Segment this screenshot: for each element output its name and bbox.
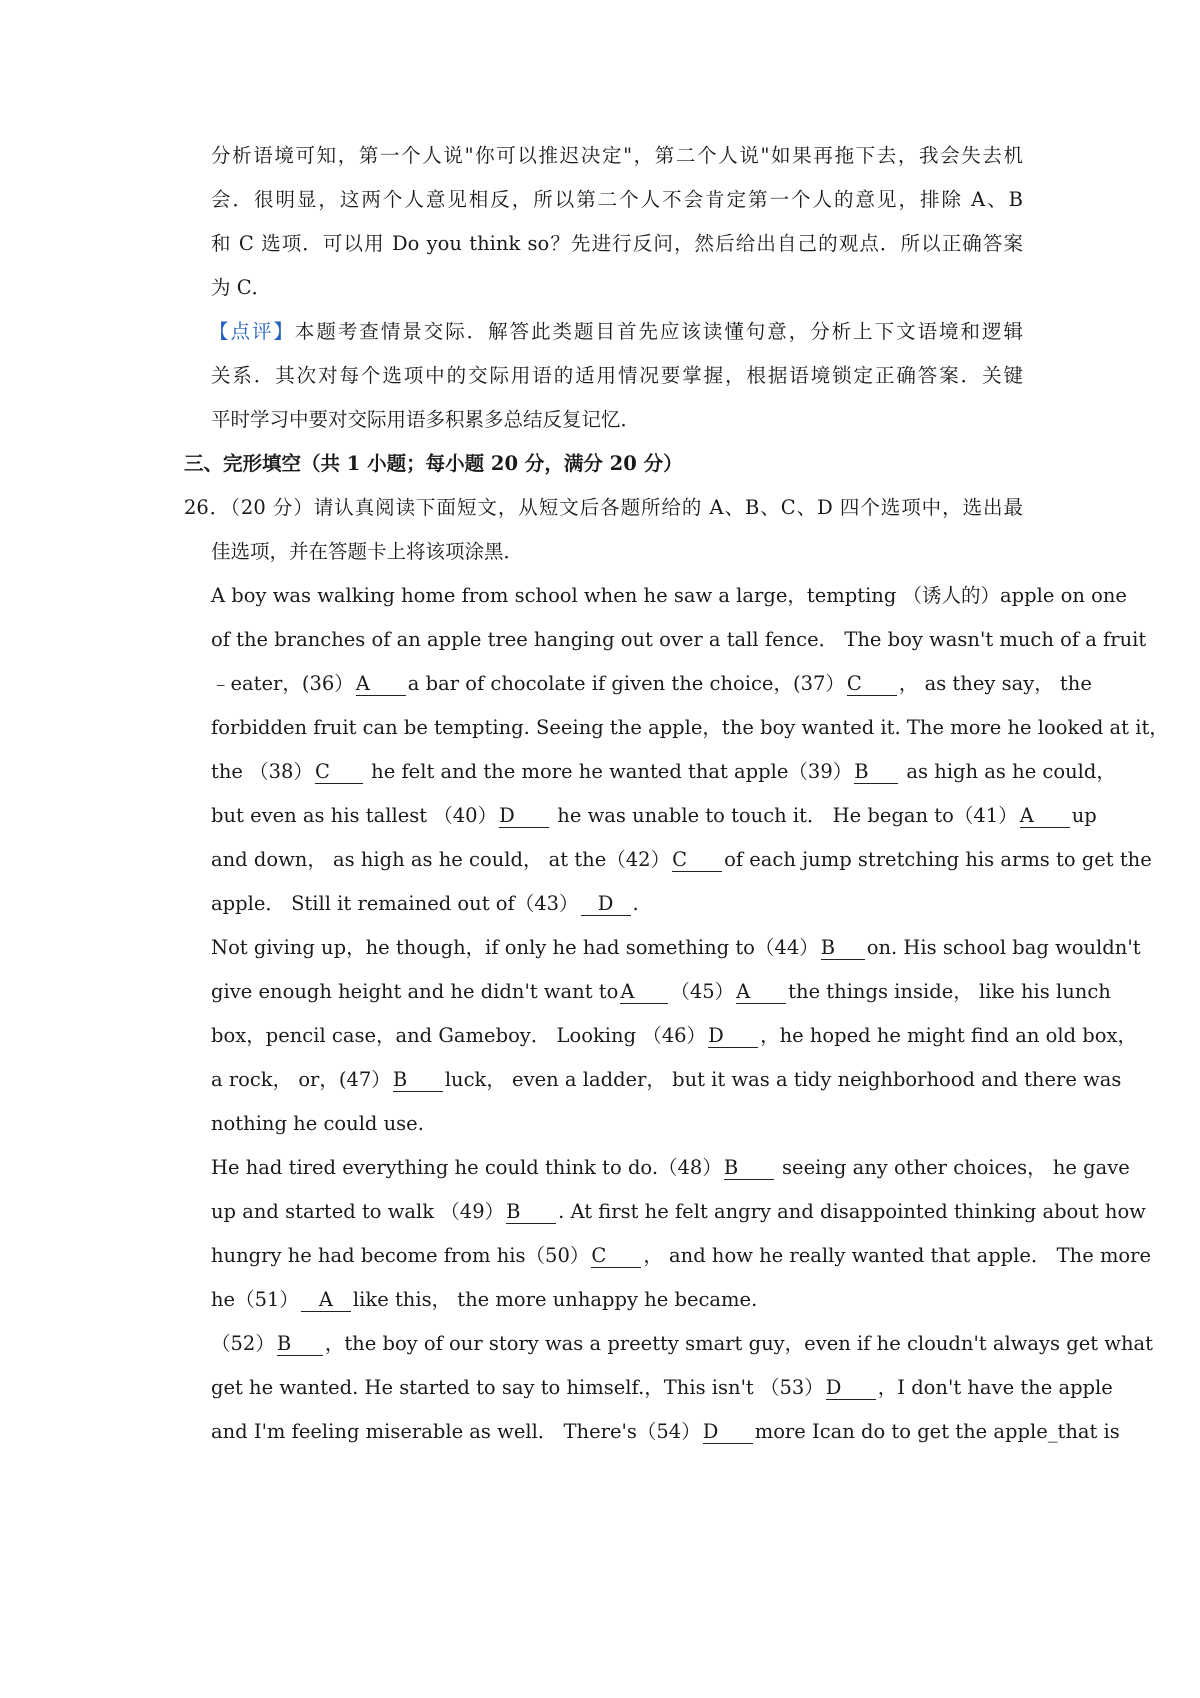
analysis-line-2: 会．很明显，这两个人意见相反，所以第二个人不会肯定第一个人的意见，排除 A、B (211, 188, 1023, 211)
text: ，I don't have the apple (877, 1376, 1113, 1399)
text: get he wanted. He started to say to himself.，This isn't （53） (211, 1376, 824, 1399)
passage-line-10 (211, 978, 1111, 1006)
comment-line-1 (209, 318, 1023, 346)
text: ﹣eater，(36） (211, 672, 354, 695)
text: on. His school bag wouldn't (866, 936, 1141, 959)
passage-line-4: forbidden fruit can be tempting. Seeing the apple，the boy wanted it. The more he looked at it， (211, 716, 1169, 739)
text: up and started to walk （49） (211, 1200, 505, 1223)
answer-blank-53: D (826, 1377, 876, 1400)
text: like this， the more unhappy he became. (352, 1288, 758, 1311)
text: He had tired everything he could think to do.（48） (211, 1156, 722, 1179)
text: . (632, 892, 639, 915)
text: more Ican do to get the apple_that is (754, 1420, 1120, 1443)
answer-blank-44: B (821, 937, 865, 960)
text: apple． Still it remained out of（43） (211, 892, 579, 915)
analysis-line-1: 分析语境可知，第一个人说"你可以推迟决定"，第二个人说"如果再拖下去，我会失去机 (211, 144, 1023, 167)
answer-blank-52: B (277, 1333, 323, 1356)
passage-line-13: nothing he could use. (211, 1112, 424, 1135)
question-line-2: 佳选项，并在答题卡上将该项涂黑． (211, 540, 524, 563)
answer-blank-43: D (581, 893, 631, 916)
passage-line-14 (211, 1154, 1130, 1182)
answer-blank-39: B (854, 761, 898, 784)
text: and down， as high as he could， at the（42） (211, 848, 671, 871)
text: a bar of chocolate if given the choice，(37） (407, 672, 845, 695)
section-heading: 三、完形填空（共 1 小题；每小题 20 分，满分 20 分） (184, 452, 683, 475)
passage-line-15 (211, 1198, 1146, 1226)
text: ，the boy of our story was a preetty smart guy，even if he cloudn't always get what (324, 1332, 1154, 1355)
answer-blank-45: A (736, 981, 786, 1004)
text: the things inside， like his lunch (788, 980, 1111, 1003)
passage-line-9 (211, 934, 1141, 962)
text: ， and how he really wanted that apple． The more (643, 1244, 1152, 1267)
answer-blank-50: C (591, 1245, 641, 1268)
passage-line-18 (211, 1330, 1154, 1358)
text: up (1071, 804, 1097, 827)
passage-line-12 (211, 1066, 1122, 1094)
passage-line-6 (211, 802, 1097, 830)
answer-blank-42: C (672, 849, 722, 872)
text: and I'm feeling miserable as well． There's（54） (211, 1420, 701, 1443)
passage-line-3 (211, 670, 1092, 698)
text: luck， even a ladder， but it was a tidy neighborhood and there was (444, 1068, 1122, 1091)
text: ，he hoped he might find an old box， (760, 1024, 1137, 1047)
text: as high as he could， (900, 760, 1116, 783)
answer-blank-41: A (1020, 805, 1070, 828)
text: give enough height and he didn't want to (211, 980, 619, 1003)
text: the （38） (211, 760, 313, 783)
text: but even as his tallest （40） (211, 804, 498, 827)
text: （45） (670, 980, 735, 1003)
text: he was unable to touch it． He began to（41） (551, 804, 1018, 827)
passage-line-17 (211, 1286, 1023, 1314)
passage-line-1: A boy was walking home from school when he saw a large，tempting （诱人的）apple on one (211, 584, 1127, 607)
passage-line-2: of the branches of an apple tree hanging out over a tall fence． The boy wasn't much of a fruit (211, 628, 1147, 651)
answer-blank-47: B (393, 1069, 443, 1092)
passage-line-19 (211, 1374, 1113, 1402)
text: Not giving up，he though，if only he had something to（44） (211, 936, 819, 959)
text: of each jump stretching his arms to get the (724, 848, 1152, 871)
text: box，pencil case，and Gameboy． Looking （46） (211, 1024, 707, 1047)
answer-blank-37: C (847, 673, 897, 696)
answer-blank-45-pre: A (620, 981, 668, 1004)
comment-text-1: 本题考查情景交际．解答此类题目首先应该读懂句意，分析上下文语境和逻辑 (294, 320, 1023, 343)
text: ， as they say， the (898, 672, 1092, 695)
comment-line-3: 平时学习中要对交际用语多积累多总结反复记忆． (211, 408, 641, 431)
answer-blank-49: B (506, 1201, 556, 1224)
question-line-1: 26．（20 分）请认真阅读下面短文，从短文后各题所给的 A、B、C、D 四个选项中，选出最 (184, 496, 1023, 519)
passage-line-7 (211, 846, 1152, 874)
passage-line-16 (211, 1242, 1152, 1270)
text: （52） (211, 1332, 275, 1355)
text: he（51） (211, 1288, 299, 1311)
comment-tag: 【点评】 (209, 320, 295, 343)
analysis-line-3: 和 C 选项．可以用 Do you think so？先进行反问，然后给出自己的观点．所以正确答案 (211, 232, 1023, 255)
text: seeing any other choices， he gave (775, 1156, 1130, 1179)
answer-blank-51: A (301, 1289, 351, 1312)
passage-line-5 (211, 758, 1116, 786)
passage-line-8 (211, 890, 1023, 918)
answer-blank-36: A (356, 673, 406, 696)
answer-blank-38: C (315, 761, 363, 784)
answer-blank-46: D (708, 1025, 758, 1048)
text: . At first he felt angry and disappointed thinking about how (558, 1200, 1146, 1223)
answer-blank-40: D (499, 805, 549, 828)
answer-blank-54: D (703, 1421, 753, 1444)
text: he felt and the more he wanted that apple（39） (364, 760, 853, 783)
analysis-line-4: 为 C． (211, 276, 272, 299)
text: a rock， or，(47） (211, 1068, 391, 1091)
answer-blank-48: B (724, 1157, 774, 1180)
text: hungry he had become from his（50） (211, 1244, 590, 1267)
passage-line-20 (211, 1418, 1120, 1446)
passage-line-11 (211, 1022, 1137, 1050)
comment-line-2: 关系．其次对每个选项中的交际用语的适用情况要掌握，根据语境锁定正确答案．关键 (211, 364, 1023, 387)
